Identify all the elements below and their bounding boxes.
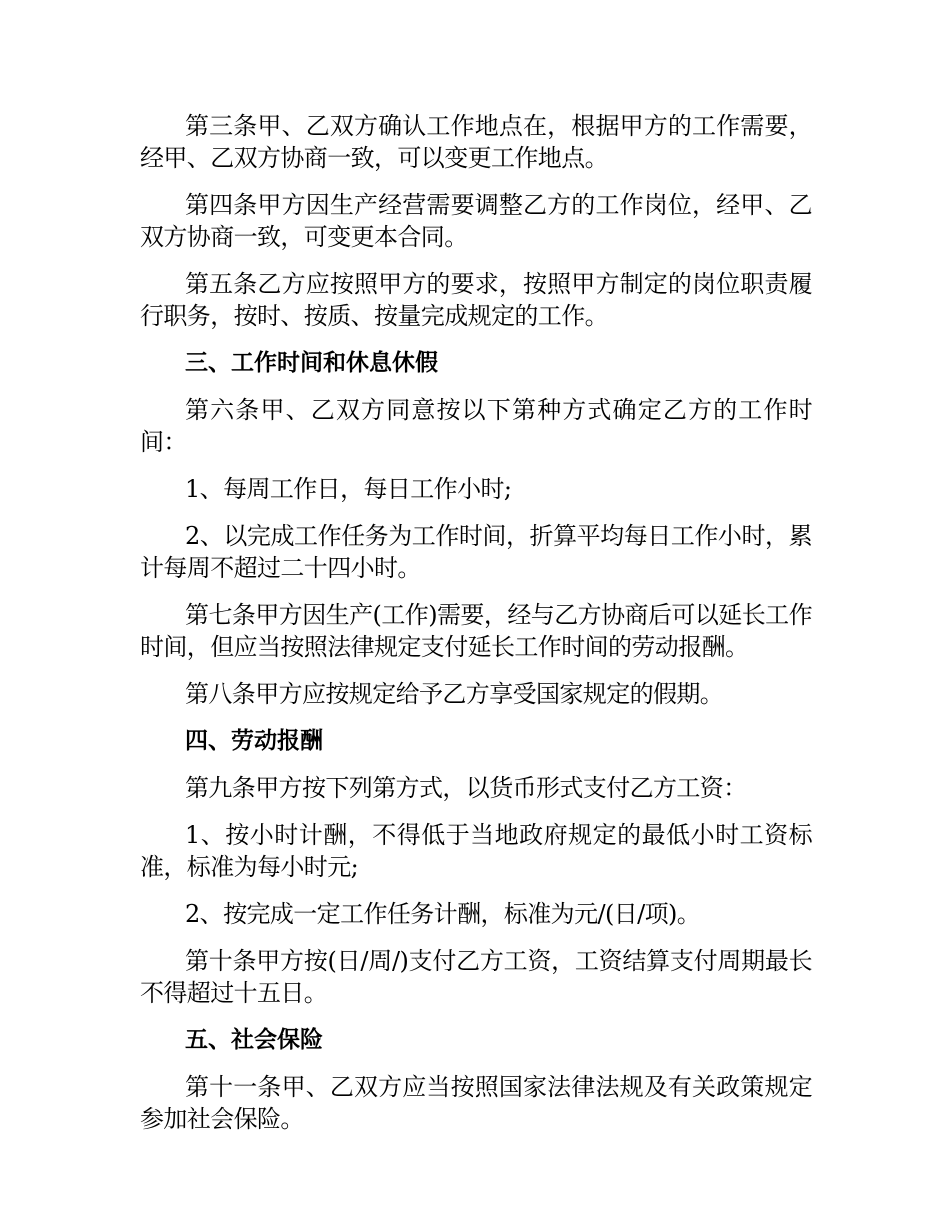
clause-10: 第十条甲方按(日/周/)支付乙方工资，工资结算支付周期最长不得超过十五日。 (140, 947, 812, 1007)
clause-3: 第三条甲、乙双方确认工作地点在，根据甲方的工作需要，经甲、乙双方协商一致，可以变更工作地点。 (140, 112, 812, 172)
clause-9-item-2: 2、按完成一定工作任务计酬，标准为元/(日/项)。 (185, 900, 701, 928)
section-heading-remuneration: 四、劳动报酬 (185, 728, 323, 754)
clause-4: 第四条甲方因生产经营需要调整乙方的工作岗位，经甲、乙双方协商一致，可变更本合同。 (140, 191, 812, 251)
clause-5: 第五条乙方应按照甲方的要求，按照甲方制定的岗位职责履行职务，按时、按质、按量完成规定的工作。 (140, 270, 812, 330)
clause-6: 第六条甲、乙双方同意按以下第种方式确定乙方的工作时间： (140, 396, 812, 456)
clause-7: 第七条甲方因生产(工作)需要，经与乙方协商后可以延长工作时间，但应当按照法律规定支付延长工作时间的劳动报酬。 (140, 601, 812, 661)
clause-11: 第十一条甲、乙双方应当按照国家法律法规及有关政策规定参加社会保险。 (140, 1073, 812, 1133)
clause-9: 第九条甲方按下列第方式，以货币形式支付乙方工资： (185, 774, 747, 802)
section-heading-working-hours: 三、工作时间和休息休假 (185, 350, 438, 376)
document-body (140, 110, 812, 1150)
section-heading-social-insurance: 五、社会保险 (185, 1027, 323, 1053)
clause-8: 第八条甲方应按规定给予乙方享受国家规定的假期。 (185, 680, 724, 708)
clause-6-item-2: 2、以完成工作任务为工作时间，折算平均每日工作小时，累计每周不超过二十四小时。 (140, 522, 812, 582)
clause-9-item-1: 1、按小时计酬，不得低于当地政府规定的最低小时工资标准，标准为每小时元; (140, 821, 812, 881)
clause-6-item-1: 1、每周工作日，每日工作小时; (185, 475, 512, 503)
